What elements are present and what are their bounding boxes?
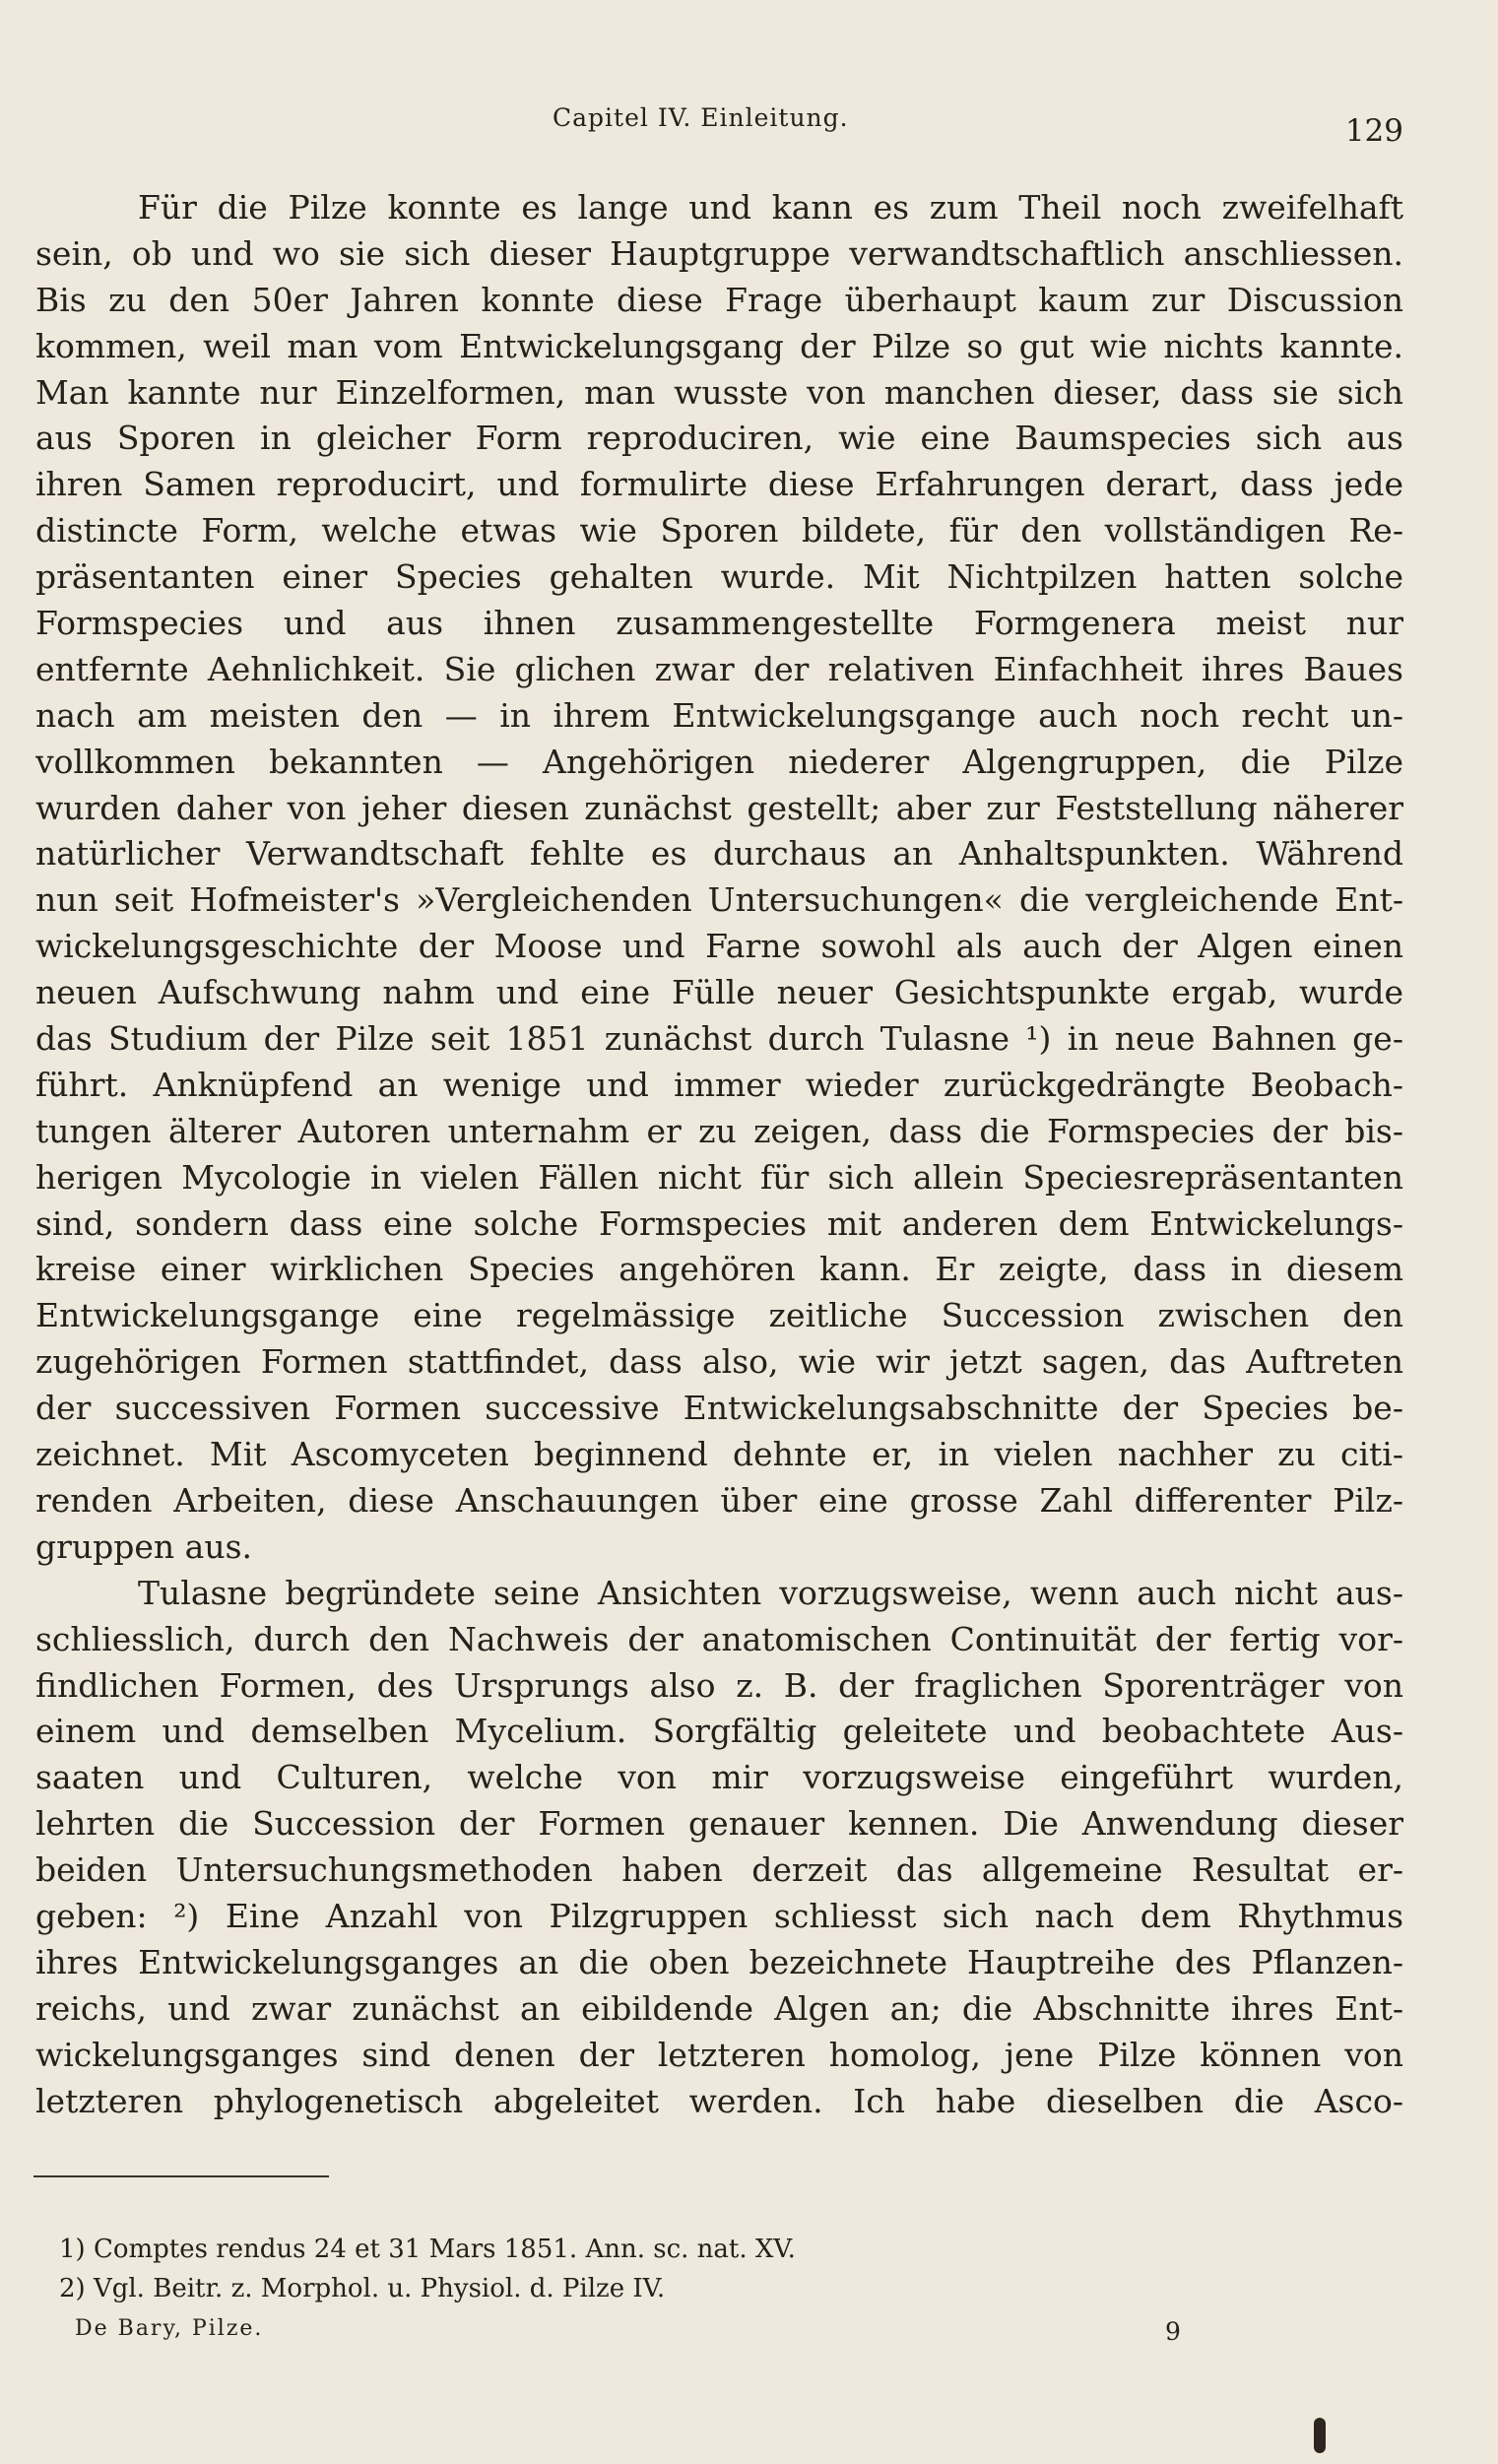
text-line: ihren Samen reproducirt, und formulirte diese Erfahrungen derart, dass jede xyxy=(35,465,1403,504)
text-line: sind, sondern dass eine solche Formspecies mit anderen dem Entwickelungs- xyxy=(35,1203,1403,1243)
text-line: tungen älterer Autoren unternahm er zu zeigen, dass die Formspecies der bis- xyxy=(35,1111,1403,1150)
text-line: renden Arbeiten, diese Anschauungen über eine grosse Zahl differenter Pilz- xyxy=(35,1480,1403,1520)
text-line: Formspecies und aus ihnen zusammengestellte Formgenera meist nur xyxy=(35,604,1403,643)
text-line: sein, ob und wo sie sich dieser Hauptgruppe verwandtschaftlich anschliessen. xyxy=(35,233,1403,273)
footnotes xyxy=(59,2230,1241,2308)
text-line: ihres Entwickelungsganges an die oben bezeichnete Hauptreihe des Pflanzen- xyxy=(35,1942,1403,1981)
text-line: schliesslich, durch den Nachweis der anatomischen Continuität der fertig vor- xyxy=(35,1619,1403,1658)
text-line: vollkommen bekannten — Angehörigen niederer Algengruppen, die Pilze xyxy=(35,742,1403,781)
text-line: Tulasne begründete seine Ansichten vorzugsweise, wenn auch nicht aus- xyxy=(138,1573,1403,1612)
text-line: reichs, und zwar zunächst an eibildende Algen an; die Abschnitte ihres Ent- xyxy=(35,1988,1403,2028)
footnote-2: 2) Vgl. Beitr. z. Morphol. u. Physiol. d. Pilze IV. xyxy=(59,2274,666,2303)
running-head: Capitel IV. Einleitung. xyxy=(553,103,849,132)
text-line: kreise einer wirklichen Species angehören kann. Er zeigte, dass in diesem xyxy=(35,1250,1403,1289)
text-line: gruppen aus. xyxy=(35,1526,253,1566)
text-line: wickelungsganges sind denen der letzteren homolog, jene Pilze können von xyxy=(35,2035,1403,2074)
text-line: der successiven Formen successive Entwickelungsabschnitte der Species be- xyxy=(35,1389,1403,1428)
text-line: neuen Aufschwung nahm und eine Fülle neuer Gesichtspunkte ergab, wurde xyxy=(35,973,1403,1012)
text-line: Entwickelungsgange eine regelmässige zeitliche Succession zwischen den xyxy=(35,1296,1403,1335)
text-line: beiden Untersuchungsmethoden haben derzeit das allgemeine Resultat er- xyxy=(35,1850,1403,1890)
text-line: distincte Form, welche etwas wie Sporen bildete, für den vollständigen Re- xyxy=(35,511,1403,551)
text-line: nun seit Hofmeister's »Vergleichenden Untersuchungen« die vergleichende Ent- xyxy=(35,880,1403,920)
page-header xyxy=(35,103,1403,153)
text-line: zeichnet. Mit Ascomyceten beginnend dehnte er, in vielen nachher zu citi- xyxy=(35,1435,1403,1474)
text-line: findlichen Formen, des Ursprungs also z. B. der fraglichen Sporenträger von xyxy=(35,1665,1403,1705)
signature-number: 9 xyxy=(1165,2317,1181,2346)
footnote-1: 1) Comptes rendus 24 et 31 Mars 1851. Ann. sc. nat. XV. xyxy=(59,2235,796,2264)
body-text xyxy=(35,185,1403,2124)
text-line: wickelungsgeschichte der Moose und Farne sowohl als auch der Algen einen xyxy=(35,927,1403,966)
text-line: einem und demselben Mycelium. Sorgfältig geleitete und beobachtete Aus- xyxy=(35,1712,1403,1751)
ink-blot xyxy=(1314,2418,1326,2453)
text-line: wurden daher von jeher diesen zunächst gestellt; aber zur Feststellung näherer xyxy=(35,788,1403,827)
footnote-rule xyxy=(33,2175,329,2177)
text-line: Man kannte nur Einzelformen, man wusste von manchen dieser, dass sie sich xyxy=(35,372,1403,412)
text-line: geben: ²) Eine Anzahl von Pilzgruppen schliesst sich nach dem Rhythmus xyxy=(35,1896,1403,1935)
text-line: letzteren phylogenetisch abgeleitet werden. Ich habe dieselben die Asco- xyxy=(35,2081,1403,2120)
text-line: kommen, weil man vom Entwickelungsgang der Pilze so gut wie nichts kannte. xyxy=(35,326,1403,365)
text-line: das Studium der Pilze seit 1851 zunächst durch Tulasne ¹) in neue Bahnen ge- xyxy=(35,1019,1403,1059)
text-line: lehrten die Succession der Formen genauer kennen. Die Anwendung dieser xyxy=(35,1804,1403,1844)
signature-mark: De Bary, Pilze. xyxy=(75,2316,264,2341)
text-line: zugehörigen Formen stattfindet, dass also, wie wir jetzt sagen, das Auftreten xyxy=(35,1342,1403,1382)
text-line: saaten und Culturen, welche von mir vorzugsweise eingeführt wurden, xyxy=(35,1758,1403,1797)
text-line: präsentanten einer Species gehalten wurde. Mit Nichtpilzen hatten solche xyxy=(35,557,1403,597)
text-line: natürlicher Verwandtschaft fehlte es durchaus an Anhaltspunkten. Während xyxy=(35,834,1403,874)
text-line: nach am meisten den — in ihrem Entwickelungsgange auch noch recht un- xyxy=(35,695,1403,735)
text-line: aus Sporen in gleicher Form reproduciren, wie eine Baumspecies sich aus xyxy=(35,419,1403,458)
text-line: führt. Anknüpfend an wenige und immer wieder zurückgedrängte Beobach- xyxy=(35,1065,1403,1104)
text-line: entfernte Aehnlichkeit. Sie glichen zwar der relativen Einfachheit ihres Baues xyxy=(35,649,1403,688)
text-line: herigen Mycologie in vielen Fällen nicht für sich allein Speciesrepräsentanten xyxy=(35,1157,1403,1197)
text-line: Für die Pilze konnte es lange und kann es zum Theil noch zweifelhaft xyxy=(138,188,1403,227)
page-number: 129 xyxy=(1344,113,1403,149)
text-line: Bis zu den 50er Jahren konnte diese Frage überhaupt kaum zur Discussion xyxy=(35,280,1403,319)
